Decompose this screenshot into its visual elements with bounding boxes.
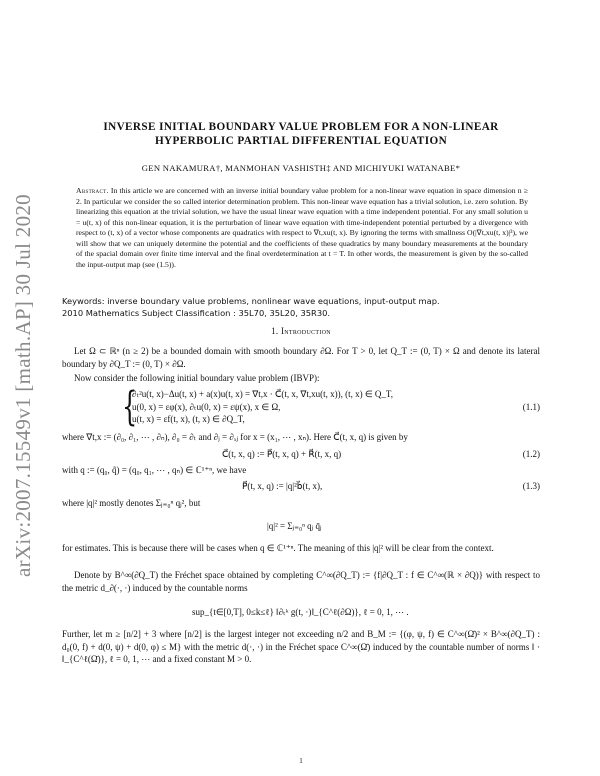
ibvp-line-3: u(t, x) = εf(t, x), (t, x) ∈ ∂Q_T,: [132, 414, 245, 424]
page-number: 1: [299, 757, 303, 765]
authors: GEN NAKAMURA†, MANMOHAN VASHISTH‡ AND MICHIYUKI WATANABE*: [141, 163, 461, 173]
title-line-2: HYPERBOLIC PARTIAL DIFFERENTIAL EQUATION: [154, 135, 448, 147]
keywords: Keywords: inverse boundary value problems, nonlinear wave equations, input-output map.: [62, 296, 440, 306]
equation-1-1: [62, 384, 540, 430]
equation-seminorms: [62, 600, 540, 624]
ibvp-line-1: ∂ₜ²u(t, x)−Δu(t, x) + a(x)u(t, x) = ∇t,x · C⃗(t, x, ∇t,xu(t, x)), (t, x) ∈ Q_T,: [132, 389, 394, 399]
paragraph-1: Let Ω ⊂ ℝⁿ (n ≥ 2) be a bounded domain with smooth boundary ∂Ω. For T > 0, let Q_T := (0, T) × Ω and denote its lateral boundary by ∂Q_T := (0, T) × ∂Ω.: [62, 346, 540, 369]
arxiv-stamp: arXiv:2007.15549v1 [math.AP] 30 Jul 2020: [10, 193, 35, 577]
equation-body: sup_{t∈[0,T], 0≤k≤ℓ} ‖∂ₜᵏ g(t, ·)‖_{C^ℓ(∂Ω)}, ℓ = 0, 1, ⋯ .: [192, 607, 409, 617]
equation-body: C⃗(t, x, q) := P⃗(t, x, q) + R⃗(t, x, q): [222, 449, 342, 459]
equation-norm: [62, 514, 540, 538]
paragraph-2: Now consider the following initial boundary value problem (IBVP):: [74, 373, 320, 383]
brace-glyph: {: [122, 384, 138, 430]
equation-1-3: [62, 480, 540, 494]
title-line-1: INVERSE INITIAL BOUNDARY VALUE PROBLEM FOR A NON-LINEAR: [103, 121, 499, 133]
paragraph-3: where ∇t,x := (∂₀, ∂₁, ⋯ , ∂ₙ), ∂₀ = ∂ₜ and ∂ⱼ = ∂ₓⱼ for x = (x₁, ⋯ , xₙ). Here C⃗(t, x, q) is given by: [62, 432, 408, 442]
paper-title: [62, 120, 540, 148]
ibvp-line-2: u(0, x) = εφ(x), ∂ₜu(0, x) = εψ(x), x ∈ Ω,: [132, 401, 281, 412]
section-title: 1. Introduction: [271, 326, 331, 336]
paragraph-6: for estimates. This is because there will be cases when q ∈ ℂ¹⁺ⁿ. The meaning of this |q|² will be clear from the context.: [62, 543, 494, 553]
paragraph-7: Denote by B^∞(∂Q_T) the Fréchet space obtained by completing C^∞(∂Q_T) := {f|∂Q_T : f ∈ C^∞(ℝ × ∂Q)} with respect to the metric d_∂(·, ·) induced by the countable norms: [62, 570, 540, 593]
equation-number: (1.2): [522, 449, 540, 459]
equation-1-2: [62, 448, 540, 462]
equation-number: (1.3): [522, 481, 540, 491]
msc-classification: 2010 Mathematics Subject Classification : 35L70, 35L20, 35R30.: [62, 308, 331, 318]
paragraph-8: Further, let m ≥ [n/2] + 3 where [n/2] is the largest integer not exceeding n/2 and B_M := {(φ, ψ, f) ∈ C^∞(Ω̄)² × B^∞(∂Q_T) : d₀(0, f) + d(0, ψ) + d(0, φ) ≤ M} with the metric d(·, ·) in the Fréchet space C^∞(Ω̄) induced by the countable number of norms ‖ · ‖_{C^ℓ(Ω̄)}, ℓ = 0, 1, ⋯ and a fixed constant M > 0.: [62, 629, 540, 664]
abstract-label: Abstract.: [76, 186, 109, 195]
paragraph-4: with q := (q₀, q̃) = (q₀, q₁, ⋯ , qₙ) ∈ ℂ¹⁺ⁿ, we have: [62, 465, 247, 475]
abstract-text: In this article we are concerned with an inverse initial boundary value problem for a non-linear wave equation in space dimension n ≥ 2. In particular we consider the so called interior determination problem. This non-linear wave equation has a trivial solution, i.e. zero solution. By linearizing this equation at the trivial solution, we have the usual linear wave equation with a time independent potential. For any small solution u = u(t, x) of this non-linear equation, it is the perturbation of linear wave equation with time-independent potential perturbed by a divergence with respect to (t, x) of a vector whose components are quadratics with respect to ∇t,xu(t, x). By ignoring the terms with smallness O(|∇t,xu(t, x)|³), we will show that we can uniquely determine the potential and the coefficients of these quadratics by many boundary measurements at the boundary of the spacial domain over finite time interval and the final overdetermination at t = T. In other words, the measurement is given by the so-called the input-output map (see (1.5)).: [76, 186, 528, 269]
equation-body: |q|² = Σⱼ₌₀ⁿ qⱼ q̄ⱼ: [267, 521, 322, 531]
abstract: [76, 186, 528, 270]
equation-body: P⃗(t, x, q) := |q|²b⃗(t, x),: [242, 481, 323, 491]
paragraph-5: where |q|² mostly denotes Σⱼ₌₀ⁿ qⱼ², but: [62, 498, 201, 508]
equation-number: (1.1): [522, 402, 540, 412]
